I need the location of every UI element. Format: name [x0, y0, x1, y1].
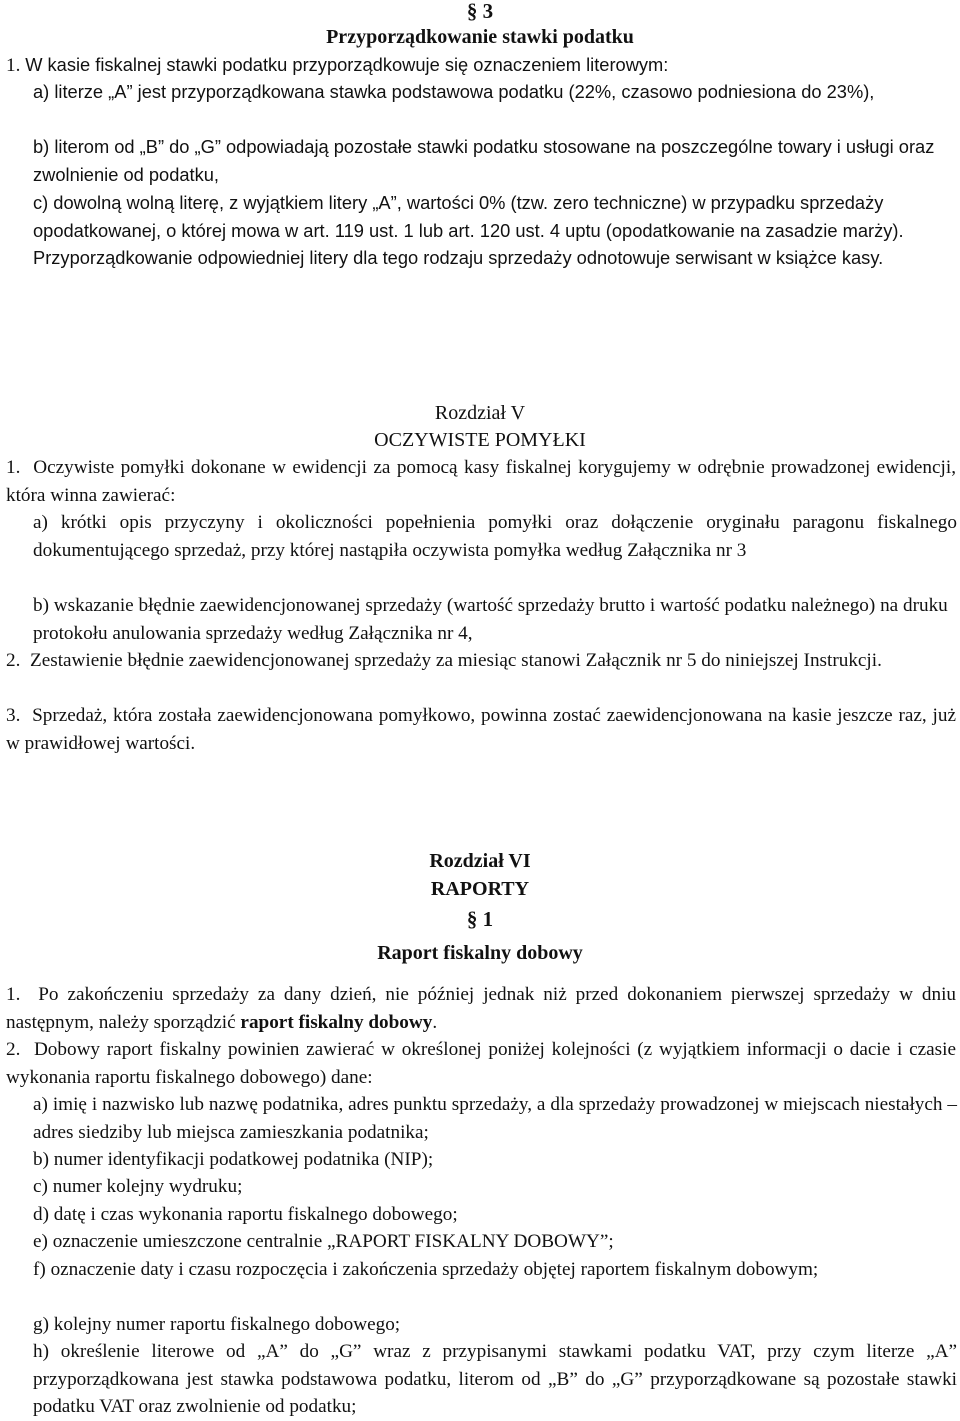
ch6-item-e: e) oznaczenie umieszczone centralnie „RAPORT FISKALNY DOBOWY”; [33, 1231, 614, 1252]
section-mark-1: § 1 [466, 907, 494, 931]
ch6-para-1: 1. Po zakończeniu sprzedaży za dany dzień, nie później jednak niż przed dokonaniem pierwszej sprzedaży w dniu następnym, należy sporządzić raport fiskalny dobowy. [6, 984, 956, 1033]
ch6-item-c: c) numer kolejny wydruku; [33, 1176, 243, 1197]
s3-item-b: b) literom od „B” do „G” odpowiadają pozostałe stawki podatku stosowane na poszczególne towary i usługi oraz zwolnienie od podatku, [33, 136, 935, 185]
chapter-v-title: Rozdział V [434, 402, 526, 424]
s3-item-c: c) dowolną wolną literę, z wyjątkiem litery „A”, wartości 0% (tzw. zero techniczne) w przypadku sprzedaży opodatkowanej, o której mowa w art. 119 ust. 1 lub art. 120 ust. 4 uptu (opodatkowanie na zasadzie marży). Przyporządkowanie odpowiedniej litery dla tego rodzaju sprzedaży odnotowuje serwisant w książce kasy. [33, 192, 904, 268]
s3-item-a: a) literze „A” jest przyporządkowana stawka podstawowa podatku (22%, czasowo podniesiona do 23%), [33, 81, 875, 102]
ch6-item-h: h) określenie literowe od „A” do „G” wraz z przypisanymi stawkami podatku VAT, przy czym literze „A” przyporządkowana jest stawka podstawowa podatku, literom od „B” do „G” przyporządkowane są pozostałe stawki podatku VAT oraz zwolnienie od podatku; [33, 1341, 957, 1417]
section-mark-3: § 3 [466, 0, 494, 23]
section-title-3: Przyporządkowanie stawki podatku [326, 26, 634, 48]
ch6-item-f: f) oznaczenie daty i czasu rozpoczęcia i zakończenia sprzedaży objętej raportem fiskalnym dobowym; [33, 1259, 819, 1280]
ch5-para-1: 1. Oczywiste pomyłki dokonane w ewidencji za pomocą kasy fiskalnej korygujemy w odrębnie prowadzonej ewidencji, która winna zawierać: [6, 457, 956, 506]
section-title-1: Raport fiskalny dobowy [377, 942, 583, 964]
chapter-v-subtitle: OCZYWISTE POMYŁKI [374, 429, 586, 451]
ch5-item-a: a) krótki opis przyczyny i okoliczności popełnienia pomyłki oraz dołączenie oryginału paragonu fiskalnego dokumentującego sprzedaż, przy której nastąpiła oczywista pomyłka według Załącznika nr 3 [33, 512, 957, 561]
ch5-item-b: b) wskazanie błędnie zaewidencjonowanej sprzedaży (wartość sprzedaży brutto i wartość podatku należnego) na druku protokołu anulowania sprzedaży według Załącznika nr 4, [33, 595, 948, 644]
chapter-vi-subtitle: RAPORTY [430, 878, 530, 900]
ch6-item-b: b) numer identyfikacji podatkowej podatnika (NIP); [33, 1149, 434, 1170]
ch6-para-2: 2. Dobowy raport fiskalny powinien zawierać w określonej poniżej kolejności (z wyjątkiem informacji o dacie i czasie wykonania raportu fiskalnego dobowego) dane: [6, 1039, 956, 1088]
list-number: 1. [6, 55, 21, 76]
ch5-para-2: 2. Zestawienie błędnie zaewidencjonowanej sprzedaży za miesiąc stanowi Załącznik nr 5 do niniejszej Instrukcji. [6, 650, 882, 671]
ch6-item-d: d) datę i czas wykonania raportu fiskalnego dobowego; [33, 1204, 458, 1225]
chapter-vi-title: Rozdział VI [429, 850, 531, 872]
ch6-item-a: a) imię i nazwisko lub nazwę podatnika, adres punktu sprzedaży, a dla sprzedaży prowadzonej w miejscach niestałych – adres siedziby lub miejsca zamieszkania podatnika; [33, 1094, 957, 1143]
ch5-para-3: 3. Sprzedaż, która została zaewidencjonowana pomyłkowo, powinna zostać zaewidencjonowana na kasie jeszcze raz, już w prawidłowej wartości. [6, 705, 957, 754]
s3-para-1: 1. W kasie fiskalnej stawki podatku przyporządkowuje się oznaczeniem literowym: [6, 54, 669, 76]
ch6-item-g: g) kolejny numer raportu fiskalnego dobowego; [33, 1314, 401, 1335]
